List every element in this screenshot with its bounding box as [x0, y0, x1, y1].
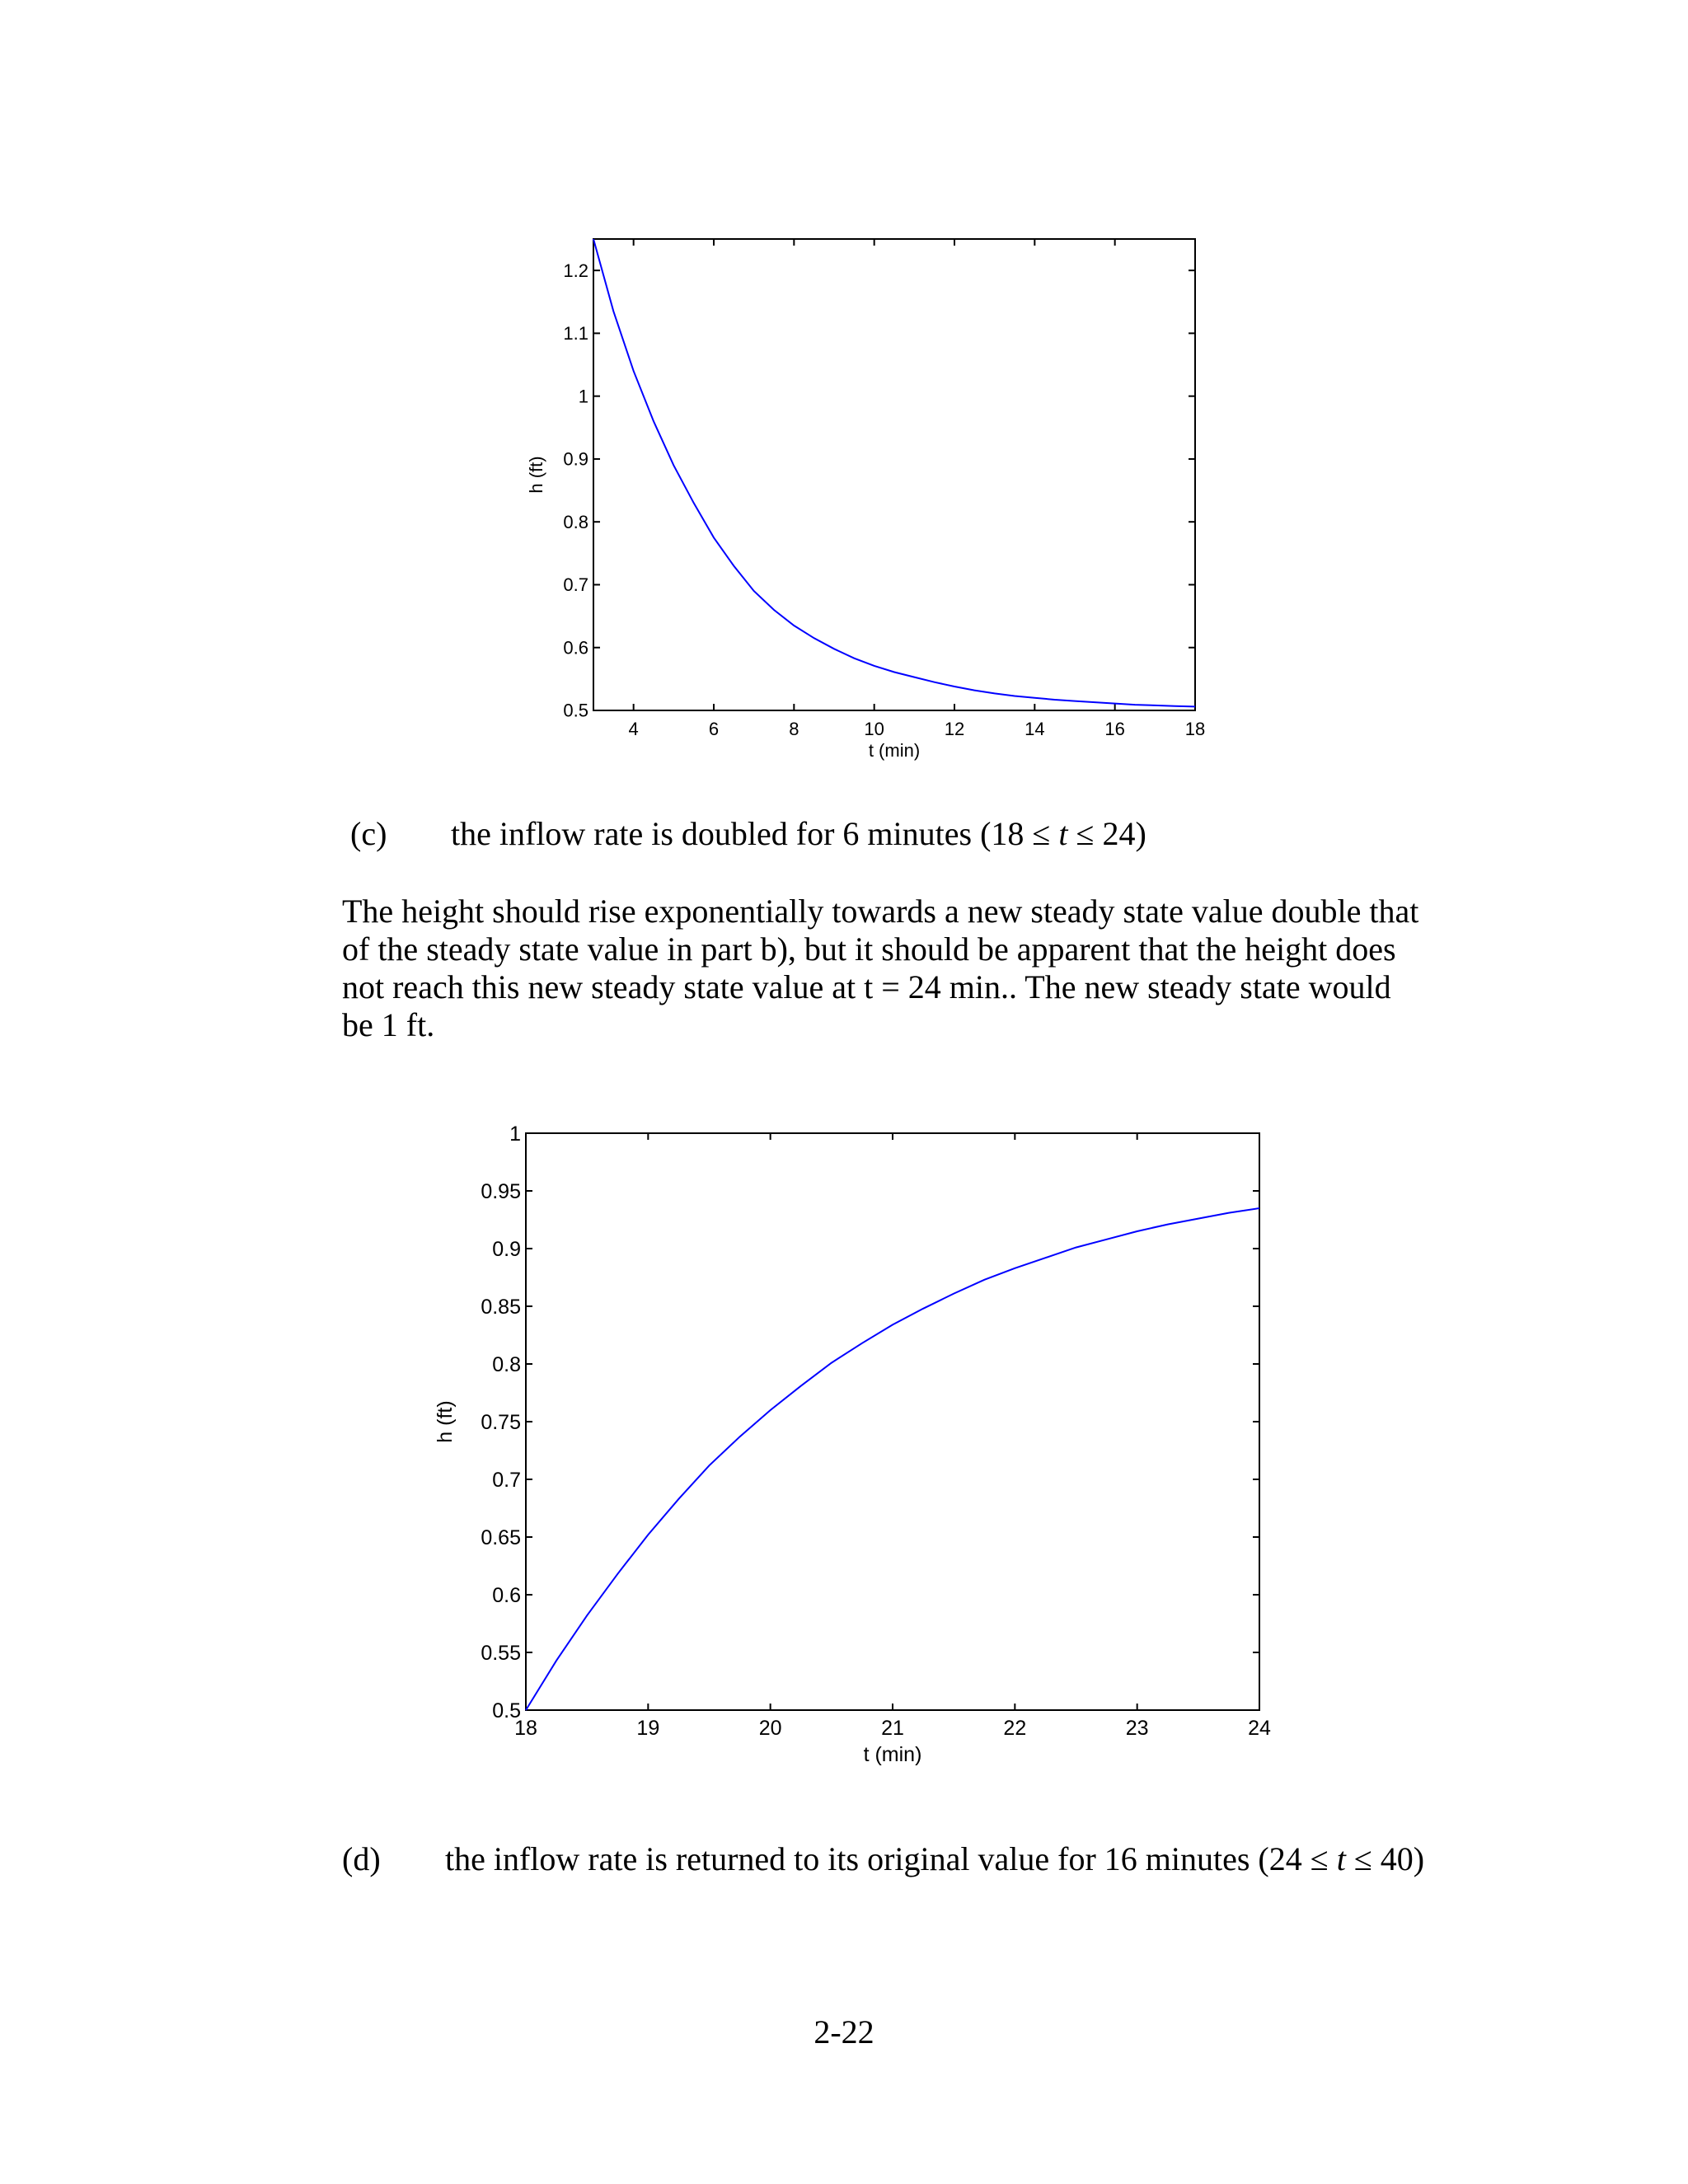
chart-height-rise: [0, 1071, 1688, 1813]
y-tick-label: 1.1: [563, 323, 588, 344]
item-d-text: [445, 1840, 1425, 1877]
item-d-text-var: t: [1336, 1840, 1346, 1877]
y-tick-label: 0.5: [563, 700, 588, 721]
page-number: 2-22: [814, 2013, 874, 2050]
item-d: [0, 1840, 1688, 1884]
x-tick-label: 16: [1104, 719, 1125, 739]
y-tick-label: 0.7: [563, 574, 588, 596]
paragraph-line: The height should rise exponentially towards a new steady state value double that: [342, 893, 1419, 930]
x-tick-label: 14: [1025, 719, 1045, 739]
x-tick-label: 4: [628, 719, 639, 739]
y-tick-label: 0.9: [492, 1237, 521, 1261]
explanation-paragraph: [342, 893, 1438, 1044]
item-c-text-post: ≤ 24): [1067, 815, 1146, 852]
x-axis-label: t (min): [863, 1743, 922, 1766]
y-tick-label: 0.7: [492, 1468, 521, 1492]
y-axis-label: h (ft): [526, 456, 546, 494]
x-tick-label: 18: [514, 1717, 537, 1740]
item-c: [0, 815, 1688, 859]
x-tick-label: 18: [1184, 719, 1206, 739]
plot-frame: [526, 1133, 1259, 1710]
series-line: [593, 239, 1195, 706]
chart-height-decay: [0, 0, 1688, 824]
x-tick-label: 20: [758, 1717, 782, 1740]
y-tick-label: 0.8: [492, 1352, 521, 1376]
y-axis-label: h (ft): [434, 1400, 457, 1443]
y-tick-label: 0.9: [563, 448, 588, 470]
y-tick-label: 0.95: [481, 1179, 521, 1203]
y-tick-label: 1.2: [563, 260, 588, 281]
y-tick-label: 0.6: [492, 1583, 521, 1607]
x-tick-label: 24: [1248, 1717, 1271, 1740]
item-c-text-var: t: [1058, 815, 1068, 852]
x-tick-label: 19: [636, 1717, 660, 1740]
y-tick-label: 0.5: [492, 1699, 521, 1722]
y-tick-label: 1: [509, 1122, 521, 1146]
plot-frame: [593, 239, 1195, 710]
item-d-text-pre: the inflow rate is returned to its original value for 16 minutes (24 ≤: [445, 1840, 1337, 1877]
y-tick-label: 0.75: [481, 1410, 521, 1434]
item-c-text-pre: the inflow rate is doubled for 6 minutes (18 ≤: [451, 815, 1059, 852]
x-tick-label: 10: [864, 719, 884, 739]
item-c-text: [451, 815, 1146, 852]
x-tick-label: 12: [944, 719, 965, 739]
y-tick-label: 0.55: [481, 1641, 521, 1665]
x-axis-label: t (min): [868, 740, 921, 761]
series-line: [526, 1208, 1259, 1710]
x-tick-label: 21: [881, 1717, 904, 1740]
x-tick-label: 22: [1003, 1717, 1027, 1740]
x-tick-label: 23: [1125, 1717, 1149, 1740]
x-tick-label: 8: [789, 719, 799, 739]
y-tick-label: 0.6: [563, 637, 588, 658]
item-d-label: (d): [342, 1840, 381, 1877]
item-d-text-post: ≤ 40): [1345, 1840, 1425, 1877]
paragraph-line: be 1 ft.: [342, 1006, 435, 1043]
y-tick-label: 1: [578, 386, 588, 407]
y-tick-label: 0.8: [563, 511, 588, 532]
y-tick-label: 0.65: [481, 1526, 521, 1549]
x-tick-label: 6: [708, 719, 720, 739]
paragraph-line: not reach this new steady state value at t = 24 min.. The new steady state would: [342, 968, 1391, 1005]
item-c-label: (c): [350, 815, 387, 852]
y-tick-label: 0.85: [481, 1295, 521, 1319]
paragraph-line: of the steady state value in part b), but it should be apparent that the height does: [342, 930, 1396, 968]
